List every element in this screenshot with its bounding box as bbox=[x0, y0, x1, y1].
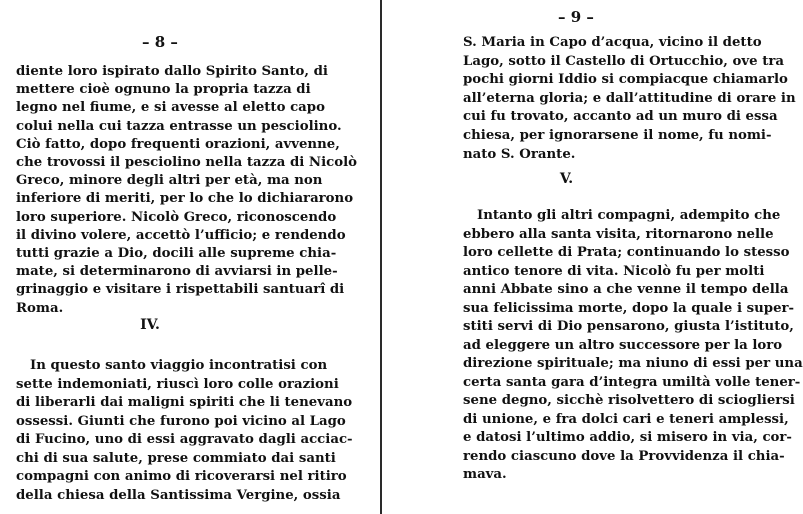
text-line: chi di sua salute, prese commiato dai santi bbox=[16, 450, 336, 466]
text-line: all’eterna gloria; e dall’attitudine di orare in bbox=[463, 90, 796, 106]
text-line: ad eleggere un altro successore per la loro bbox=[463, 337, 783, 353]
text-line: sene degno, sicchè risolvettero di sciogliersi bbox=[463, 393, 795, 408]
text-line: direzione spirituale; ma niuno di essi per una bbox=[463, 356, 803, 371]
text-line: stiti servi di Dio pensarono, giusta l’istituto, bbox=[463, 319, 794, 334]
text-line: Greco, minore degli altri per età, ma non bbox=[16, 173, 323, 189]
text-line: legno nel fiume, e si avesse al eletto capo bbox=[16, 100, 325, 116]
text-line: che trovossi il pesciolino nella tazza di Nicolò bbox=[16, 155, 358, 170]
text-line: diente loro ispirato dallo Spirito Santo, di bbox=[16, 64, 328, 79]
text-line: Roma. bbox=[16, 300, 64, 316]
right-page bbox=[383, 0, 803, 514]
text-line: il divino volere, accettò l’ufficio; e rendendo bbox=[16, 227, 346, 243]
text-line: compagni con animo di ricoverarsi nel ritiro bbox=[16, 469, 347, 484]
text-line: Ciò fatto, dopo frequenti orazioni, avvenne, bbox=[16, 136, 340, 152]
text-line: sua felicissima morte, dopo la quale i super- bbox=[463, 300, 795, 316]
text-line: Intanto gli altri compagni, adempito che bbox=[477, 208, 781, 223]
text-line: loro cellette di Prata; continuando lo stesso bbox=[463, 245, 790, 260]
page-gutter bbox=[380, 0, 382, 514]
text-line: inferiore di meriti, per lo che lo dichiararono bbox=[16, 191, 354, 207]
text-line: certa santa gara d’integra umiltà volle tener- bbox=[463, 374, 801, 390]
section-heading: IV. bbox=[140, 317, 160, 333]
text-line: di unione, e fra dolci cari e teneri amplessi, bbox=[463, 411, 789, 427]
text-line: mettere cioè ognuno la propria tazza di bbox=[16, 82, 311, 98]
text-line: tutti grazie a Dio, docili alle supreme chia- bbox=[16, 246, 337, 261]
text-line: nato S. Orante. bbox=[463, 146, 576, 162]
text-line: sette indemoniati, riuscì loro colle orazioni bbox=[16, 376, 339, 392]
text-line: della chiesa della Santissima Vergine, ossia bbox=[16, 487, 341, 503]
text-line: antico tenore di vita. Nicolò fu per molti bbox=[463, 263, 765, 279]
text-line: cui fu trovato, accanto ad un muro di essa bbox=[463, 109, 778, 125]
text-line: di liberarli dai maligni spiriti che li tenevano bbox=[16, 395, 353, 410]
text-line: ebbero alla santa visita, ritornarono nelle bbox=[463, 226, 774, 242]
text-line: Lago, sotto il Castello di Ortucchio, ove tra bbox=[463, 53, 785, 69]
text-line: rendo ciascuno dove la Provvidenza il chia- bbox=[463, 448, 785, 464]
text-line: e datosi l’ultimo addio, si misero in via, cor- bbox=[463, 430, 792, 445]
left-page bbox=[0, 0, 380, 514]
text-line: mate, si determinarono di avviarsi in pelle- bbox=[16, 264, 338, 280]
text-line: In questo santo viaggio incontratisi con bbox=[30, 358, 328, 373]
text-line: loro superiore. Nicolò Greco, riconoscendo bbox=[16, 209, 337, 225]
text-line: mava. bbox=[463, 467, 507, 482]
text-line: colui nella cui tazza entrasse un pesciolino. bbox=[16, 118, 342, 134]
page-number: – 9 – bbox=[558, 8, 594, 26]
text-line: chiesa, per ignorarsene il nome, fu nomi- bbox=[463, 128, 772, 143]
text-line: anni Abbate sino a che venne il tempo della bbox=[463, 282, 789, 297]
text-line: di Fucino, uno di essi aggravato dagli acciac- bbox=[16, 432, 353, 447]
text-line: S. Maria in Capo d’acqua, vicino il detto bbox=[463, 35, 762, 50]
text-line: grinaggio e visitare i rispettabili santuarî di bbox=[16, 282, 345, 298]
text-line: pochi giorni Iddio si compiacque chiamarlo bbox=[463, 72, 788, 88]
text-line: ossessi. Giunti che furono poi vicino al Lago bbox=[16, 413, 346, 429]
section-heading: V. bbox=[559, 171, 574, 187]
page-number: – 8 – bbox=[142, 33, 178, 51]
